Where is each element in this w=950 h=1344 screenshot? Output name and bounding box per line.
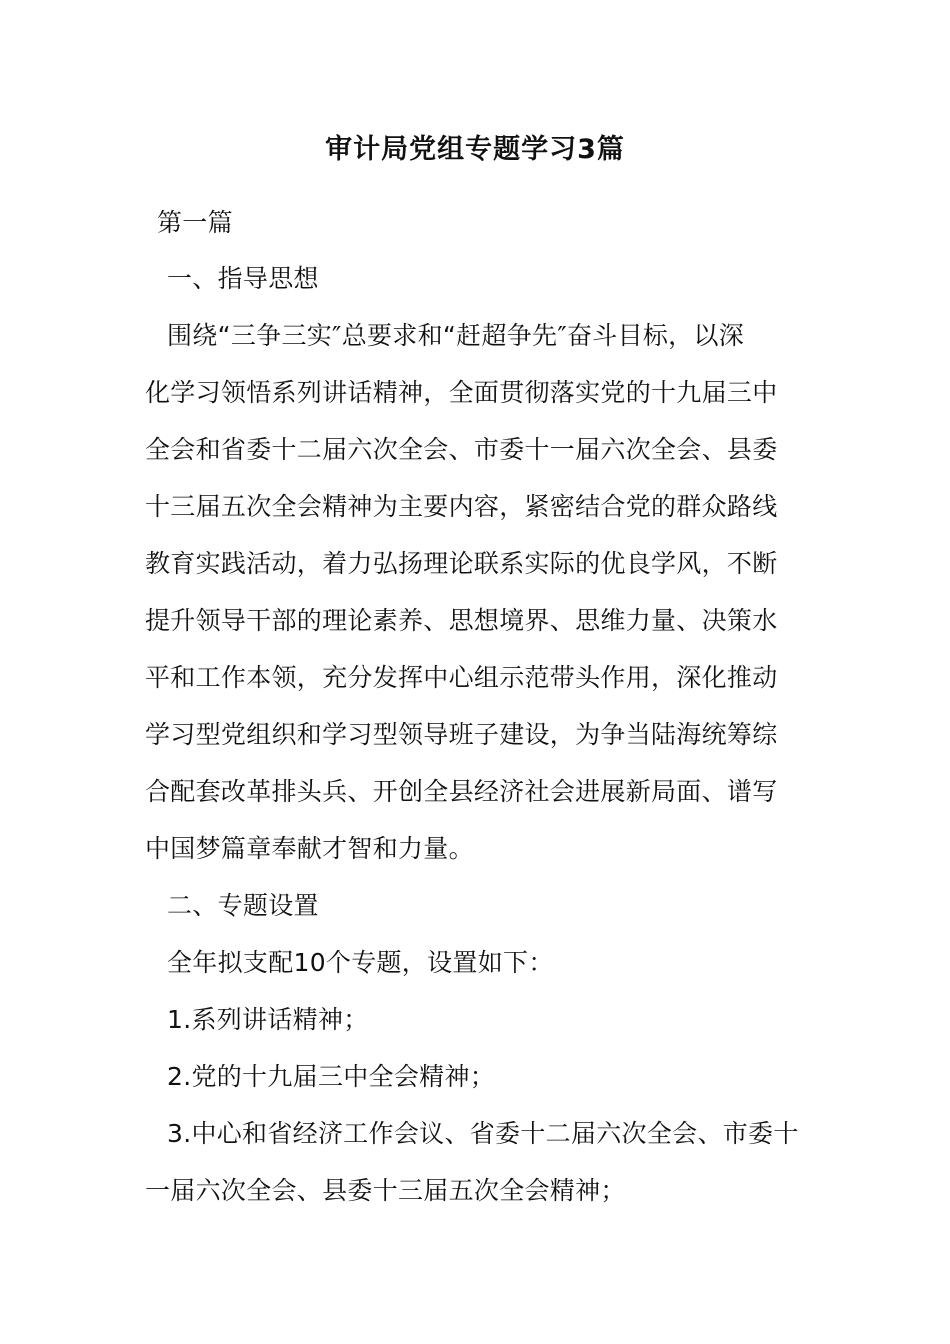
paragraph-line: 提升领导干部的理论素养、思想境界、思维力量、决策水 bbox=[145, 606, 778, 635]
section-heading-topic-setup: 二、专题设置 bbox=[167, 891, 319, 920]
paragraph-line: 中国梦篇章奉献才智和力量。 bbox=[145, 834, 474, 863]
list-item: 3.中心和省经济工作会议、省委十二届六次全会、市委十 bbox=[167, 1119, 799, 1148]
list-item: 1.系列讲话精神； bbox=[167, 1005, 369, 1034]
list-item-continuation: 一届六次全会、县委十三届五次全会精神； bbox=[145, 1176, 626, 1205]
paragraph-line: 合配套改革排头兵、开创全县经济社会进展新局面、谱写 bbox=[145, 777, 778, 806]
paragraph-line: 全会和省委十二届六次全会、市委十一届六次全会、县委 bbox=[145, 435, 778, 464]
paragraph-line: 平和工作本领，充分发挥中心组示范带头作用，深化推动 bbox=[145, 663, 778, 692]
document-title: 审计局党组专题学习3篇 bbox=[325, 134, 625, 165]
paragraph-line: 围绕“三争三实″总要求和“赶超争先″奋斗目标，以深 bbox=[167, 321, 745, 350]
section-intro: 全年拟支配10个专题，设置如下： bbox=[167, 948, 554, 977]
paragraph-line: 教育实践活动，着力弘扬理论联系实际的优良学风，不断 bbox=[145, 549, 778, 578]
section-heading-guiding-thought: 一、指导思想 bbox=[167, 264, 319, 293]
paragraph-line: 学习型党组织和学习型领导班子建设，为争当陆海统筹综 bbox=[145, 720, 778, 749]
part-label: 第一篇 bbox=[157, 208, 233, 237]
list-item: 2.党的十九届三中全会精神； bbox=[167, 1062, 496, 1091]
paragraph-line: 化学习领悟系列讲话精神，全面贯彻落实党的十九届三中 bbox=[145, 378, 778, 407]
paragraph-line: 十三届五次全会精神为主要内容，紧密结合党的群众路线 bbox=[145, 492, 778, 521]
